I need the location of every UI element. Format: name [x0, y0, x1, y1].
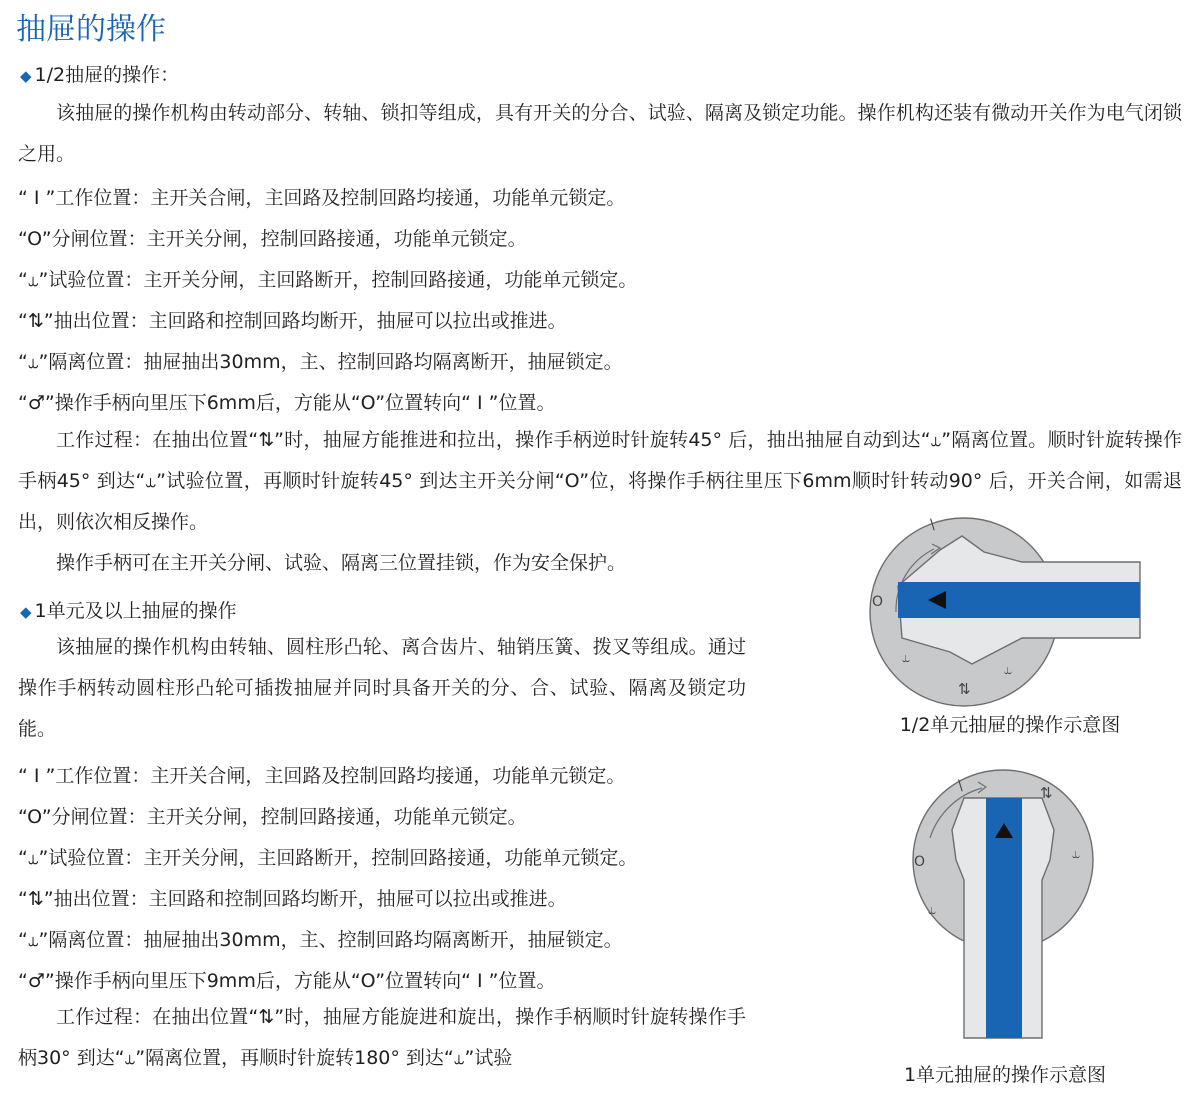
figure1-caption: 1/2单元抽屉的操作示意图 [899, 714, 1121, 736]
section1-lock: 操作手柄可在主开关分闸、试验、隔离三位置挂锁，作为安全保护。 [56, 552, 627, 574]
isolate-position-icon: ⥿ [1004, 662, 1012, 678]
section2-position-off: “O”分闸位置：主开关分闸，控制回路接通，功能单元锁定。 [18, 806, 527, 828]
section2-position-test: “⥿”试验位置：主开关分闸，主回路断开，控制回路接通，功能单元锁定。 [18, 847, 638, 869]
isolate-position-icon: ⥿ [1072, 846, 1080, 862]
section1-heading: ◆ 1/2抽屉的操作： [20, 64, 180, 86]
section1-position-test: “⥿”试验位置：主开关分闸，主回路断开，控制回路接通，功能单元锁定。 [18, 269, 638, 291]
section1-intro: 该抽屉的操作机构由转动部分、转轴、锁扣等组成，具有开关的分合、试验、隔离及锁定功能。操作机构还装有微动开关作为电气闭锁之用。 [18, 102, 1182, 165]
page-title: 抽屉的操作 [16, 12, 166, 47]
section2-position-work: “ I ”工作位置：主开关合闸，主回路及控制回路均接通，功能单元锁定。 [18, 765, 626, 787]
work-position-mark: \ [930, 517, 935, 533]
pull-out-icon: ⇅ [1040, 784, 1053, 802]
section2-intro: 该抽屉的操作机构由转轴、圆柱形凸轮、离合齿片、轴销压簧、拨叉等组成。通过操作手柄转动圆柱形凸轮可插拨抽屉并同时具备开关的分、合、试验、隔离及锁定功能。 [18, 636, 746, 740]
off-position-mark: O [914, 854, 926, 870]
section2-process: 工作过程：在抽出位置“⇅”时，抽屉方能旋进和旋出，操作手柄顺时针旋转操作手柄30° 到达“⥿”隔离位置，再顺时针旋转180° 到达“⥿”试验 [18, 1006, 746, 1069]
figure2-caption: 1单元抽屉的操作示意图 [903, 1064, 1107, 1086]
section1-position-isolate: “⥿”隔离位置：抽屉抽出30mm，主、控制回路均隔离断开，抽屉锁定。 [18, 351, 623, 373]
section2-position-isolate: “⥿”隔离位置：抽屉抽出30mm，主、控制回路均隔离断开，抽屉锁定。 [18, 929, 623, 951]
diamond-bullet-icon: ◆ [20, 67, 32, 85]
section1-position-off: “O”分闸位置：主开关分闸，控制回路接通，功能单元锁定。 [18, 228, 527, 250]
off-position-mark: O [872, 594, 884, 610]
section2-position-press: “♂”操作手柄向里压下9mm后，方能从“O”位置转向“ I ”位置。 [18, 970, 556, 992]
section1-process: 工作过程：在抽出位置“⇅”时，抽屉方能推进和拉出，操作手柄逆时针旋转45° 后，抽出抽屉自动到达“⥿”隔离位置。顺时针旋转操作手柄45° 到达“⥿”试验位置，再顺时针旋转45° 到达主开关分闸“O”位，将操作手柄往里压下6mm顺时针转动90° 后，开关合闸，如需退出，则依次相反操作。 [18, 429, 1182, 533]
single-unit-handle-diagram [900, 768, 1106, 1044]
pull-out-icon: ⇅ [958, 680, 971, 698]
section1-position-work: “ I ”工作位置：主开关合闸，主回路及控制回路均接通，功能单元锁定。 [18, 187, 626, 209]
section2-position-out: “⇅”抽出位置：主回路和控制回路均断开，抽屉可以拉出或推进。 [18, 888, 567, 910]
section1-position-press: “♂”操作手柄向里压下6mm后，方能从“O”位置转向“ I ”位置。 [18, 392, 556, 414]
work-position-mark: \ [958, 778, 963, 794]
half-unit-handle-diagram [862, 512, 1152, 710]
test-position-icon: ⥿ [928, 902, 936, 918]
section1-position-out: “⇅”抽出位置：主回路和控制回路均断开，抽屉可以拉出或推进。 [18, 310, 567, 332]
section2-heading: ◆ 1单元及以上抽屉的操作 [20, 600, 237, 622]
test-position-icon: ⥿ [902, 650, 910, 666]
diamond-bullet-icon: ◆ [20, 603, 32, 621]
